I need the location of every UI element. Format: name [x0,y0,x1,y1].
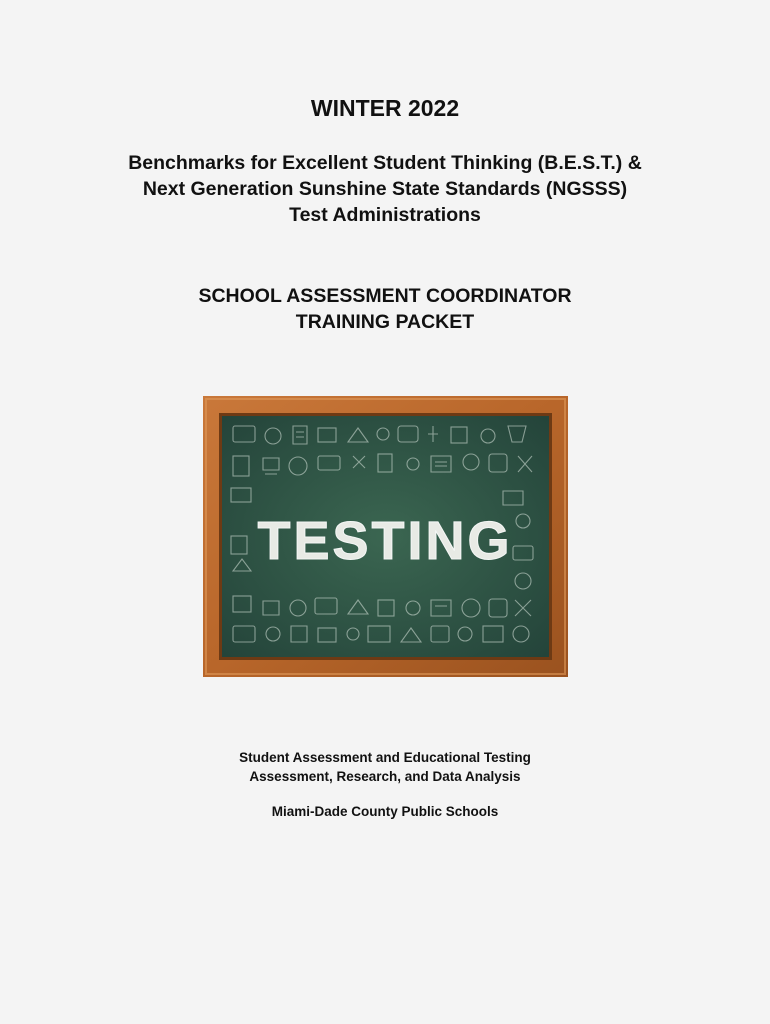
department-lines [0,748,770,786]
chalkboard-illustration [203,396,568,677]
subtitle-line: Benchmarks for Excellent Student Thinking (B.E.S.T.) & [128,152,642,174]
packet-heading [0,283,770,335]
chalk-headline: TESTING [257,511,513,571]
packet-heading-line: SCHOOL ASSESSMENT COORDINATOR [198,285,572,307]
chalkboard-image [203,396,568,677]
document-subtitle [0,150,770,228]
subtitle-line: Test Administrations [289,204,481,226]
document-title: WINTER 2022 [310,95,460,121]
organization-name: Miami-Dade County Public Schools [271,804,499,819]
packet-heading-line: TRAINING PACKET [295,311,475,333]
department-line: Assessment, Research, and Data Analysis [249,769,521,784]
department-line: Student Assessment and Educational Testing [239,750,531,765]
subtitle-line: Next Generation Sunshine State Standards (NGSSS) [142,178,628,200]
